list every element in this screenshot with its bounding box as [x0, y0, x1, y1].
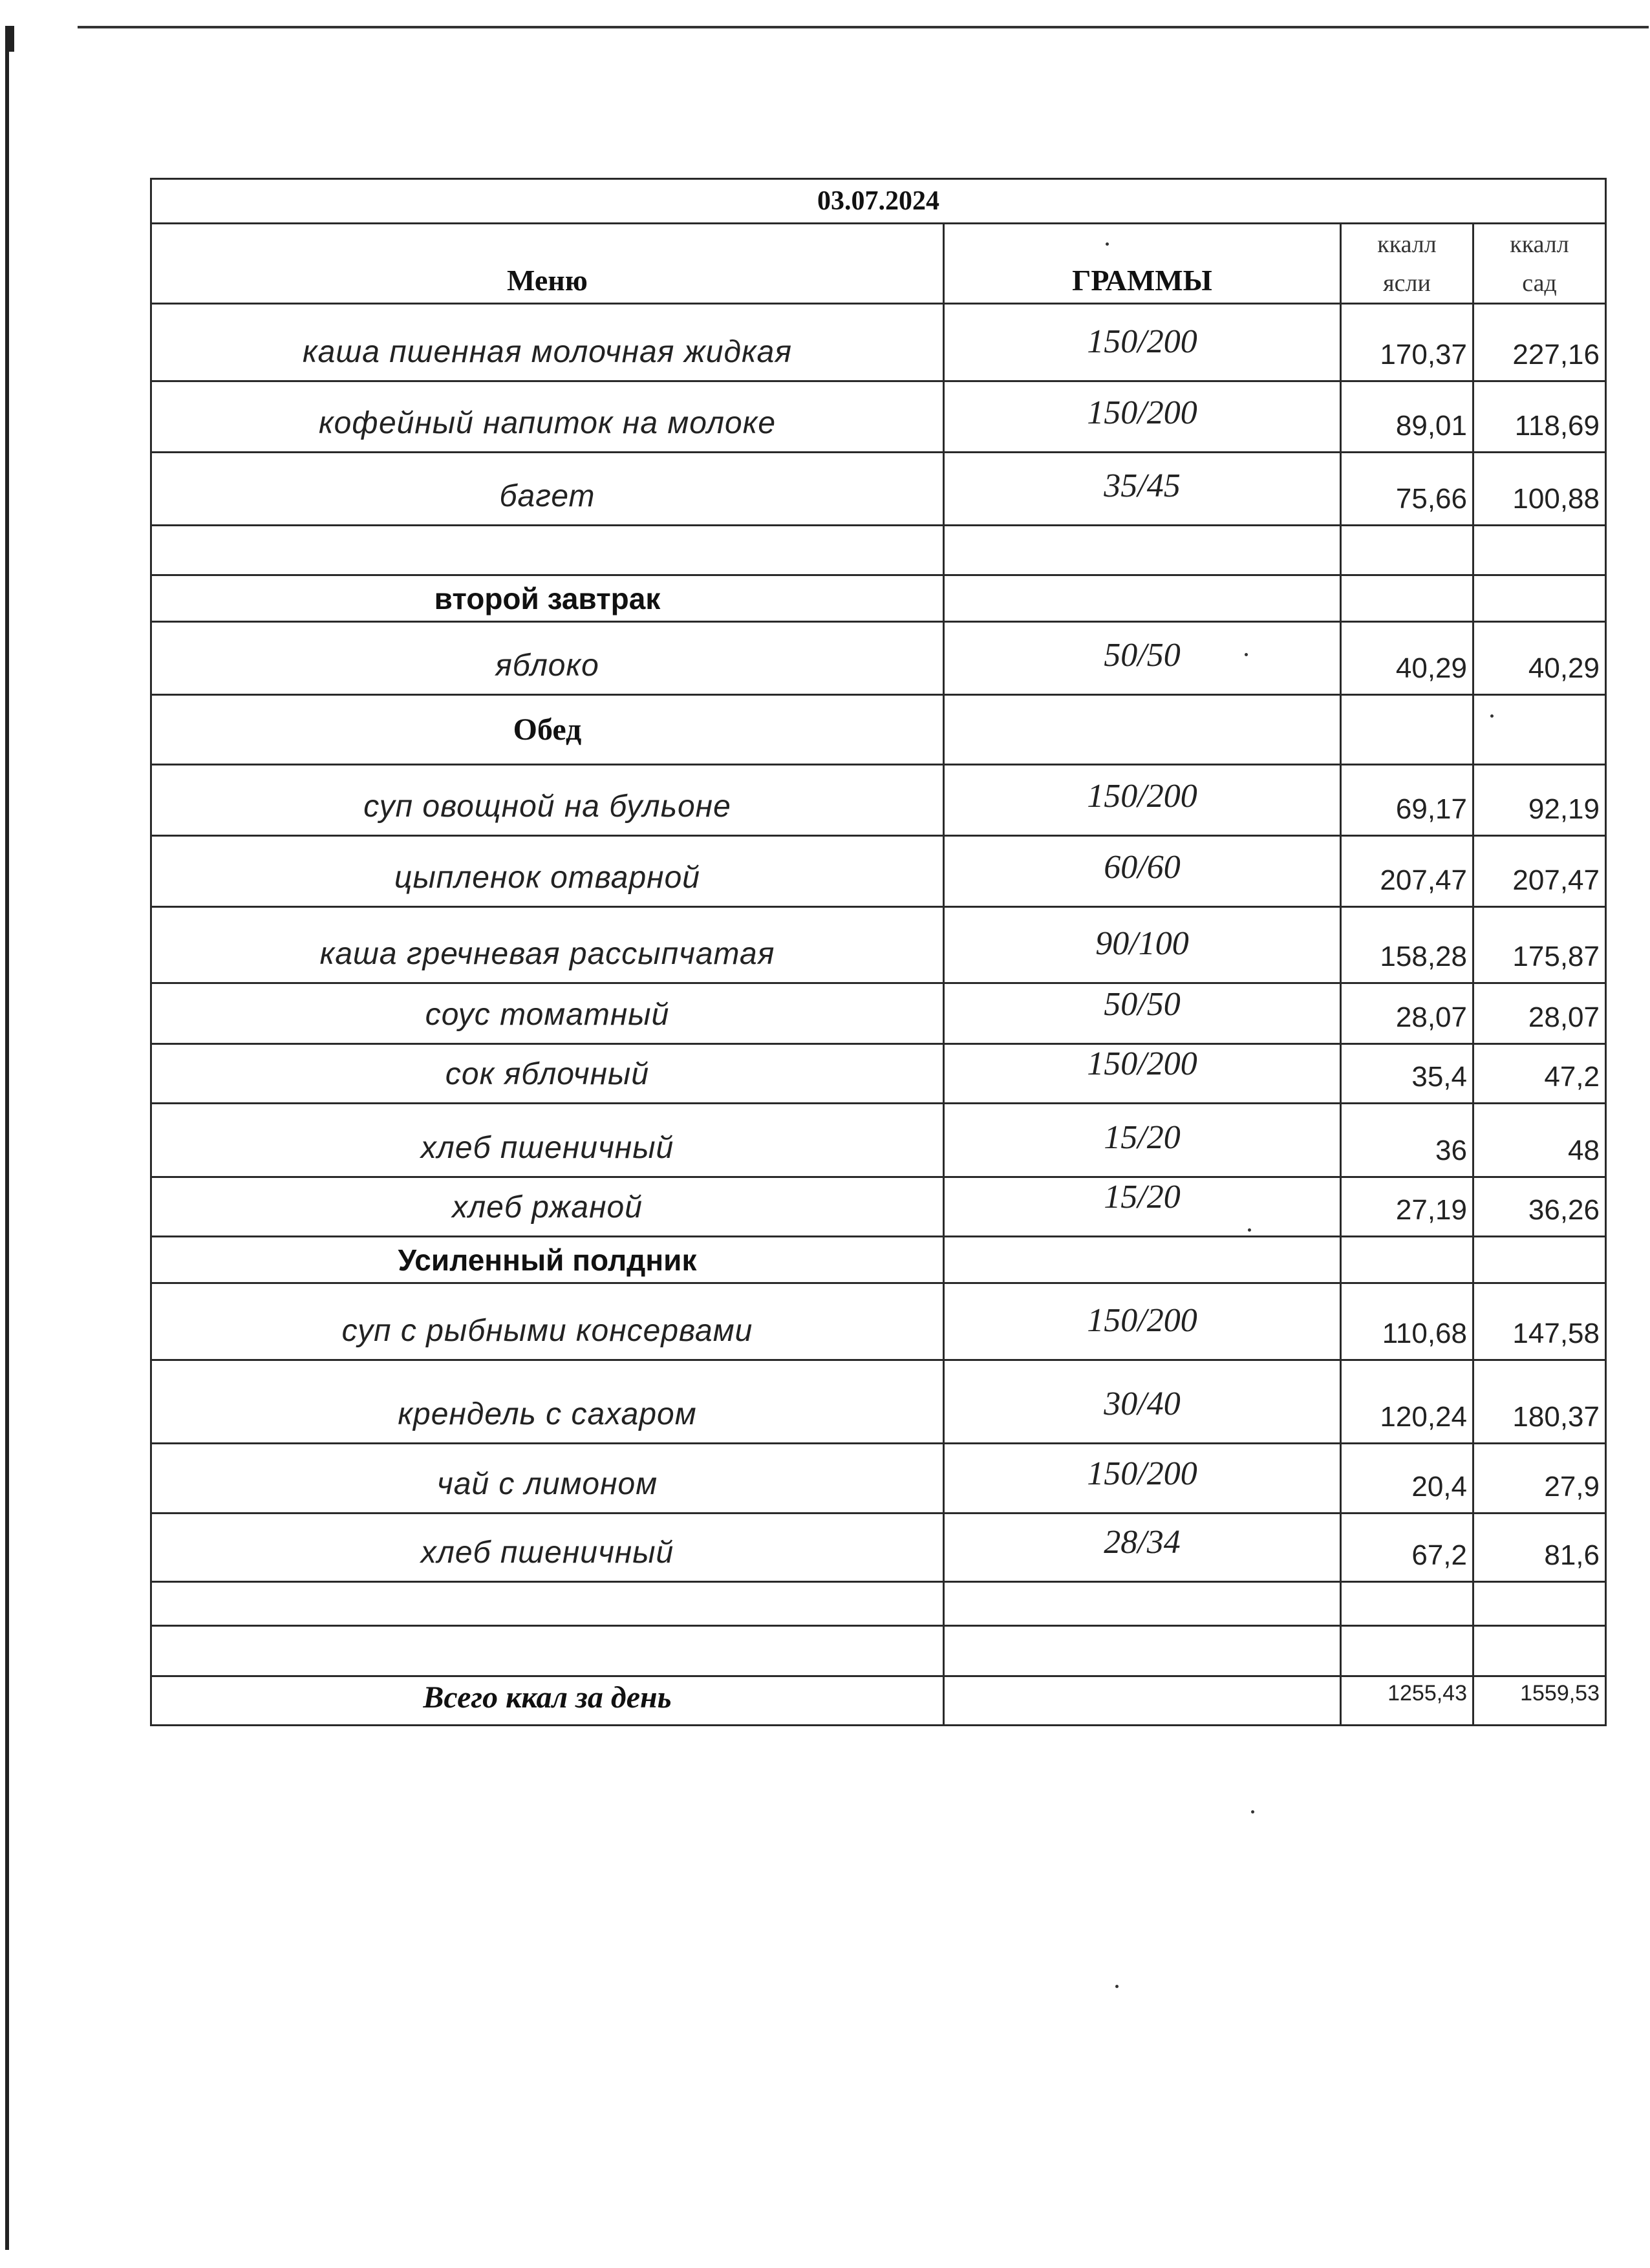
- kcal-garden-value: 118,69: [1473, 381, 1606, 453]
- kcal-nursery-value: 27,19: [1341, 1177, 1473, 1237]
- empty-cell: [944, 1626, 1341, 1676]
- empty-cell: [1473, 526, 1606, 575]
- kcal-garden-value: 48: [1473, 1104, 1606, 1177]
- kcal-nursery-value: 69,17: [1341, 765, 1473, 836]
- menu-item-row: [151, 1283, 1606, 1360]
- empty-cell: [944, 526, 1341, 575]
- kcal-nursery-value: 35,4: [1341, 1044, 1473, 1104]
- menu-item-row: [151, 381, 1606, 453]
- empty-cell: [1341, 1582, 1473, 1626]
- scan-edge-left: [5, 26, 9, 2250]
- empty-row: [151, 526, 1606, 575]
- kcal-nursery-value: 89,01: [1341, 381, 1473, 453]
- menu-item-row: [151, 1444, 1606, 1514]
- kcal-garden-value: 27,9: [1473, 1444, 1606, 1514]
- date-row: [151, 179, 1606, 224]
- kcal-garden-value: 81,6: [1473, 1514, 1606, 1582]
- empty-cell: [151, 1626, 944, 1676]
- kcal-garden-value: 180,37: [1473, 1360, 1606, 1444]
- header-kcal-nursery-line1: ккалл: [1377, 230, 1437, 258]
- dish-name: хлеб ржаной: [151, 1177, 944, 1237]
- dish-grams: 150/200: [944, 1283, 1341, 1360]
- kcal-garden-value: 40,29: [1473, 622, 1606, 695]
- kcal-nursery-value: 110,68: [1341, 1283, 1473, 1360]
- empty-cell: [1473, 695, 1606, 765]
- kcal-nursery-value: 20,4: [1341, 1444, 1473, 1514]
- header-row: [151, 224, 1606, 304]
- empty-cell: [1341, 1237, 1473, 1283]
- total-kcal-garden: 1559,53: [1473, 1676, 1606, 1726]
- empty-row: [151, 1582, 1606, 1626]
- meal-section-row: [151, 1237, 1606, 1283]
- dish-grams: 60/60: [944, 836, 1341, 907]
- dish-grams: 28/34: [944, 1514, 1341, 1582]
- dish-name: хлеб пшеничный: [151, 1514, 944, 1582]
- header-menu: Меню: [151, 224, 944, 304]
- menu-item-row: [151, 453, 1606, 526]
- empty-cell: [1473, 1626, 1606, 1676]
- meal-section-title: Усиленный полдник: [151, 1237, 944, 1283]
- kcal-garden-value: 100,88: [1473, 453, 1606, 526]
- dish-grams: 15/20: [944, 1177, 1341, 1237]
- menu-item-row: [151, 1360, 1606, 1444]
- kcal-nursery-value: 120,24: [1341, 1360, 1473, 1444]
- scan-edge-top: [78, 26, 1649, 28]
- empty-cell: [944, 1237, 1341, 1283]
- empty-cell: [1473, 575, 1606, 622]
- header-grams: ГРАММЫ: [944, 224, 1341, 304]
- dish-name: хлеб пшеничный: [151, 1104, 944, 1177]
- dish-grams: 150/200: [944, 1444, 1341, 1514]
- dish-name: соус томатный: [151, 983, 944, 1044]
- kcal-garden-value: 147,58: [1473, 1283, 1606, 1360]
- dish-name: каша гречневая рассыпчатая: [151, 907, 944, 983]
- menu-item-row: [151, 304, 1606, 381]
- dish-grams: 15/20: [944, 1104, 1341, 1177]
- kcal-garden-value: 36,26: [1473, 1177, 1606, 1237]
- kcal-nursery-value: 207,47: [1341, 836, 1473, 907]
- menu-item-row: [151, 1044, 1606, 1104]
- dish-grams: 90/100: [944, 907, 1341, 983]
- empty-cell: [1473, 1237, 1606, 1283]
- kcal-garden-value: 207,47: [1473, 836, 1606, 907]
- menu-item-row: [151, 983, 1606, 1044]
- header-kcal-nursery: [1341, 224, 1473, 304]
- menu-item-row: [151, 1514, 1606, 1582]
- empty-cell: [151, 1582, 944, 1626]
- menu-item-row: [151, 907, 1606, 983]
- dish-name: кофейный напиток на молоке: [151, 381, 944, 453]
- empty-cell: [151, 526, 944, 575]
- total-row: [151, 1676, 1606, 1726]
- dish-name: цыпленок отварной: [151, 836, 944, 907]
- kcal-nursery-value: 36: [1341, 1104, 1473, 1177]
- menu-item-row: [151, 1177, 1606, 1237]
- dish-name: багет: [151, 453, 944, 526]
- kcal-garden-value: 92,19: [1473, 765, 1606, 836]
- meal-section-row: [151, 575, 1606, 622]
- dish-grams: 150/200: [944, 1044, 1341, 1104]
- menu-date: 03.07.2024: [151, 179, 1606, 224]
- empty-cell: [1341, 526, 1473, 575]
- dish-name: яблоко: [151, 622, 944, 695]
- empty-cell: [944, 1582, 1341, 1626]
- kcal-nursery-value: 75,66: [1341, 453, 1473, 526]
- header-kcal-garden-line1: ккалл: [1510, 230, 1569, 258]
- menu-item-row: [151, 622, 1606, 695]
- meal-section-title: Обед: [151, 695, 944, 765]
- empty-cell: [944, 575, 1341, 622]
- header-kcal-nursery-line2: ясли: [1383, 269, 1431, 297]
- header-kcal-garden-line2: сад: [1522, 269, 1557, 297]
- kcal-garden-value: 28,07: [1473, 983, 1606, 1044]
- menu-item-row: [151, 765, 1606, 836]
- meal-section-row: [151, 695, 1606, 765]
- kcal-nursery-value: 158,28: [1341, 907, 1473, 983]
- scan-speck: [1115, 1985, 1119, 1988]
- dish-name: чай с лимоном: [151, 1444, 944, 1514]
- header-kcal-garden: [1473, 224, 1606, 304]
- dish-name: суп овощной на бульоне: [151, 765, 944, 836]
- dish-grams: 150/200: [944, 765, 1341, 836]
- kcal-garden-value: 227,16: [1473, 304, 1606, 381]
- empty-cell: [1341, 575, 1473, 622]
- empty-row: [151, 1626, 1606, 1676]
- dish-name: каша пшенная молочная жидкая: [151, 304, 944, 381]
- total-label: Всего ккал за день: [151, 1676, 944, 1726]
- kcal-nursery-value: 40,29: [1341, 622, 1473, 695]
- dish-name: крендель с сахаром: [151, 1360, 944, 1444]
- dish-grams: 30/40: [944, 1360, 1341, 1444]
- empty-cell: [944, 695, 1341, 765]
- dish-name: суп с рыбными консервами: [151, 1283, 944, 1360]
- dish-grams: 50/50: [944, 622, 1341, 695]
- kcal-garden-value: 47,2: [1473, 1044, 1606, 1104]
- empty-cell: [944, 1676, 1341, 1726]
- kcal-nursery-value: 67,2: [1341, 1514, 1473, 1582]
- scan-speck: [1251, 1810, 1254, 1813]
- empty-cell: [1473, 1582, 1606, 1626]
- dish-grams: 150/200: [944, 381, 1341, 453]
- empty-cell: [1341, 1626, 1473, 1676]
- empty-cell: [1341, 695, 1473, 765]
- total-kcal-nursery: 1255,43: [1341, 1676, 1473, 1726]
- menu-table: [150, 178, 1607, 1726]
- dish-grams: 150/200: [944, 304, 1341, 381]
- menu-item-row: [151, 1104, 1606, 1177]
- kcal-nursery-value: 28,07: [1341, 983, 1473, 1044]
- meal-section-title: второй завтрак: [151, 575, 944, 622]
- dish-grams: 35/45: [944, 453, 1341, 526]
- menu-item-row: [151, 836, 1606, 907]
- dish-name: сок яблочный: [151, 1044, 944, 1104]
- kcal-garden-value: 175,87: [1473, 907, 1606, 983]
- dish-grams: 50/50: [944, 983, 1341, 1044]
- scan-edge-corner: [5, 26, 14, 52]
- kcal-nursery-value: 170,37: [1341, 304, 1473, 381]
